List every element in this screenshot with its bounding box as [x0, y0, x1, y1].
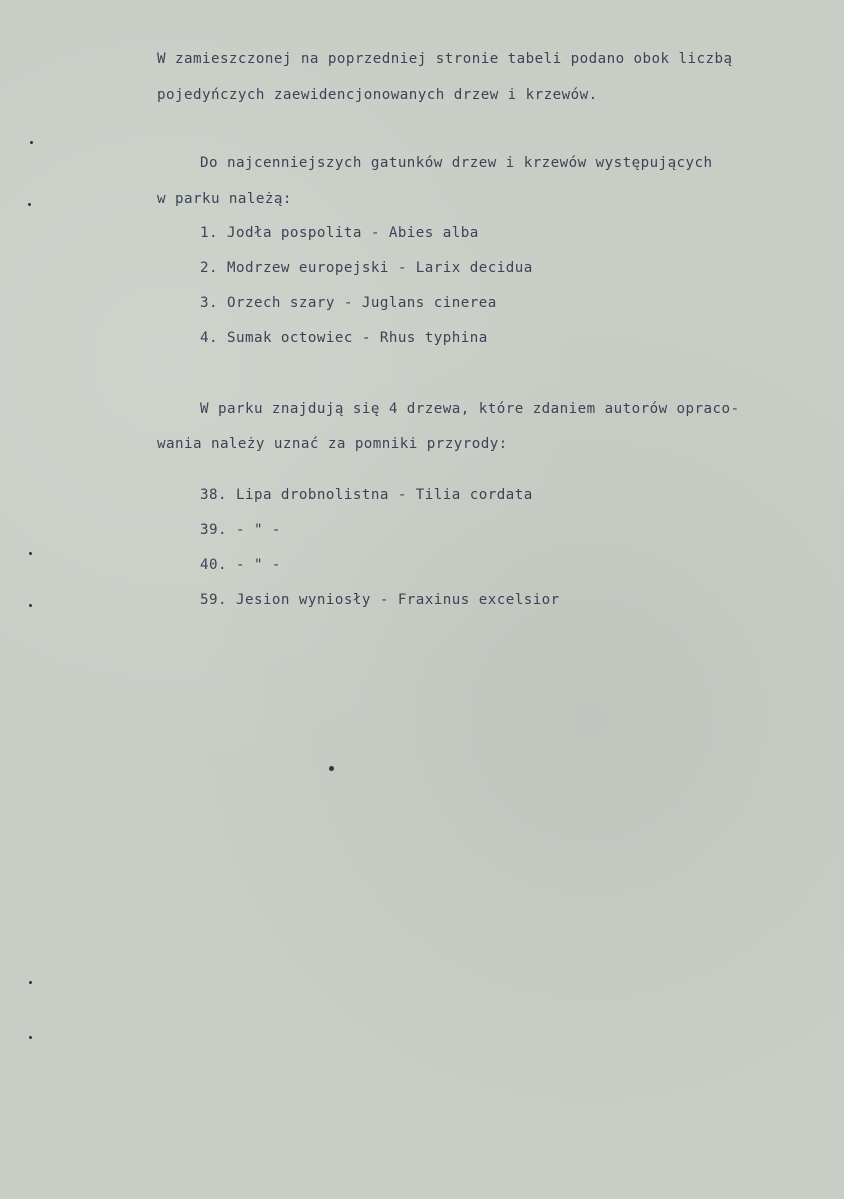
scan-speck	[29, 1036, 32, 1039]
scan-speck	[29, 552, 32, 555]
paragraph-2-line-1: Do najcenniejszych gatunków drzew i krzewów występujących	[200, 155, 713, 171]
monument-list-item: 38. Lipa drobnolistna - Tilia cordata	[200, 487, 533, 503]
monument-list-item: 59. Jesion wyniosły - Fraxinus excelsior	[200, 592, 560, 608]
species-list-item: 2. Modrzew europejski - Larix decidua	[200, 260, 533, 276]
species-list-item: 4. Sumak octowiec - Rhus typhina	[200, 330, 488, 346]
scan-speck	[28, 203, 31, 206]
scan-speck	[329, 766, 334, 771]
paragraph-1-line-1: W zamieszczonej na poprzedniej stronie tabeli podano obok liczbą	[157, 51, 733, 67]
paragraph-1-line-2: pojedyńczych zaewidencjonowanych drzew i krzewów.	[157, 87, 598, 103]
scan-speck	[29, 981, 32, 984]
species-list-item: 1. Jodła pospolita - Abies alba	[200, 225, 479, 241]
scan-speck	[29, 604, 32, 607]
paragraph-3-line-2: wania należy uznać za pomniki przyrody:	[157, 436, 508, 452]
paragraph-2-line-2: w parku należą:	[157, 191, 292, 207]
scan-speck	[30, 141, 33, 144]
species-list-item: 3. Orzech szary - Juglans cinerea	[200, 295, 497, 311]
paragraph-3-line-1: W parku znajdują się 4 drzewa, które zdaniem autorów opraco-	[200, 401, 740, 417]
monument-list-item: 39. - " -	[200, 522, 281, 538]
monument-list-item: 40. - " -	[200, 557, 281, 573]
